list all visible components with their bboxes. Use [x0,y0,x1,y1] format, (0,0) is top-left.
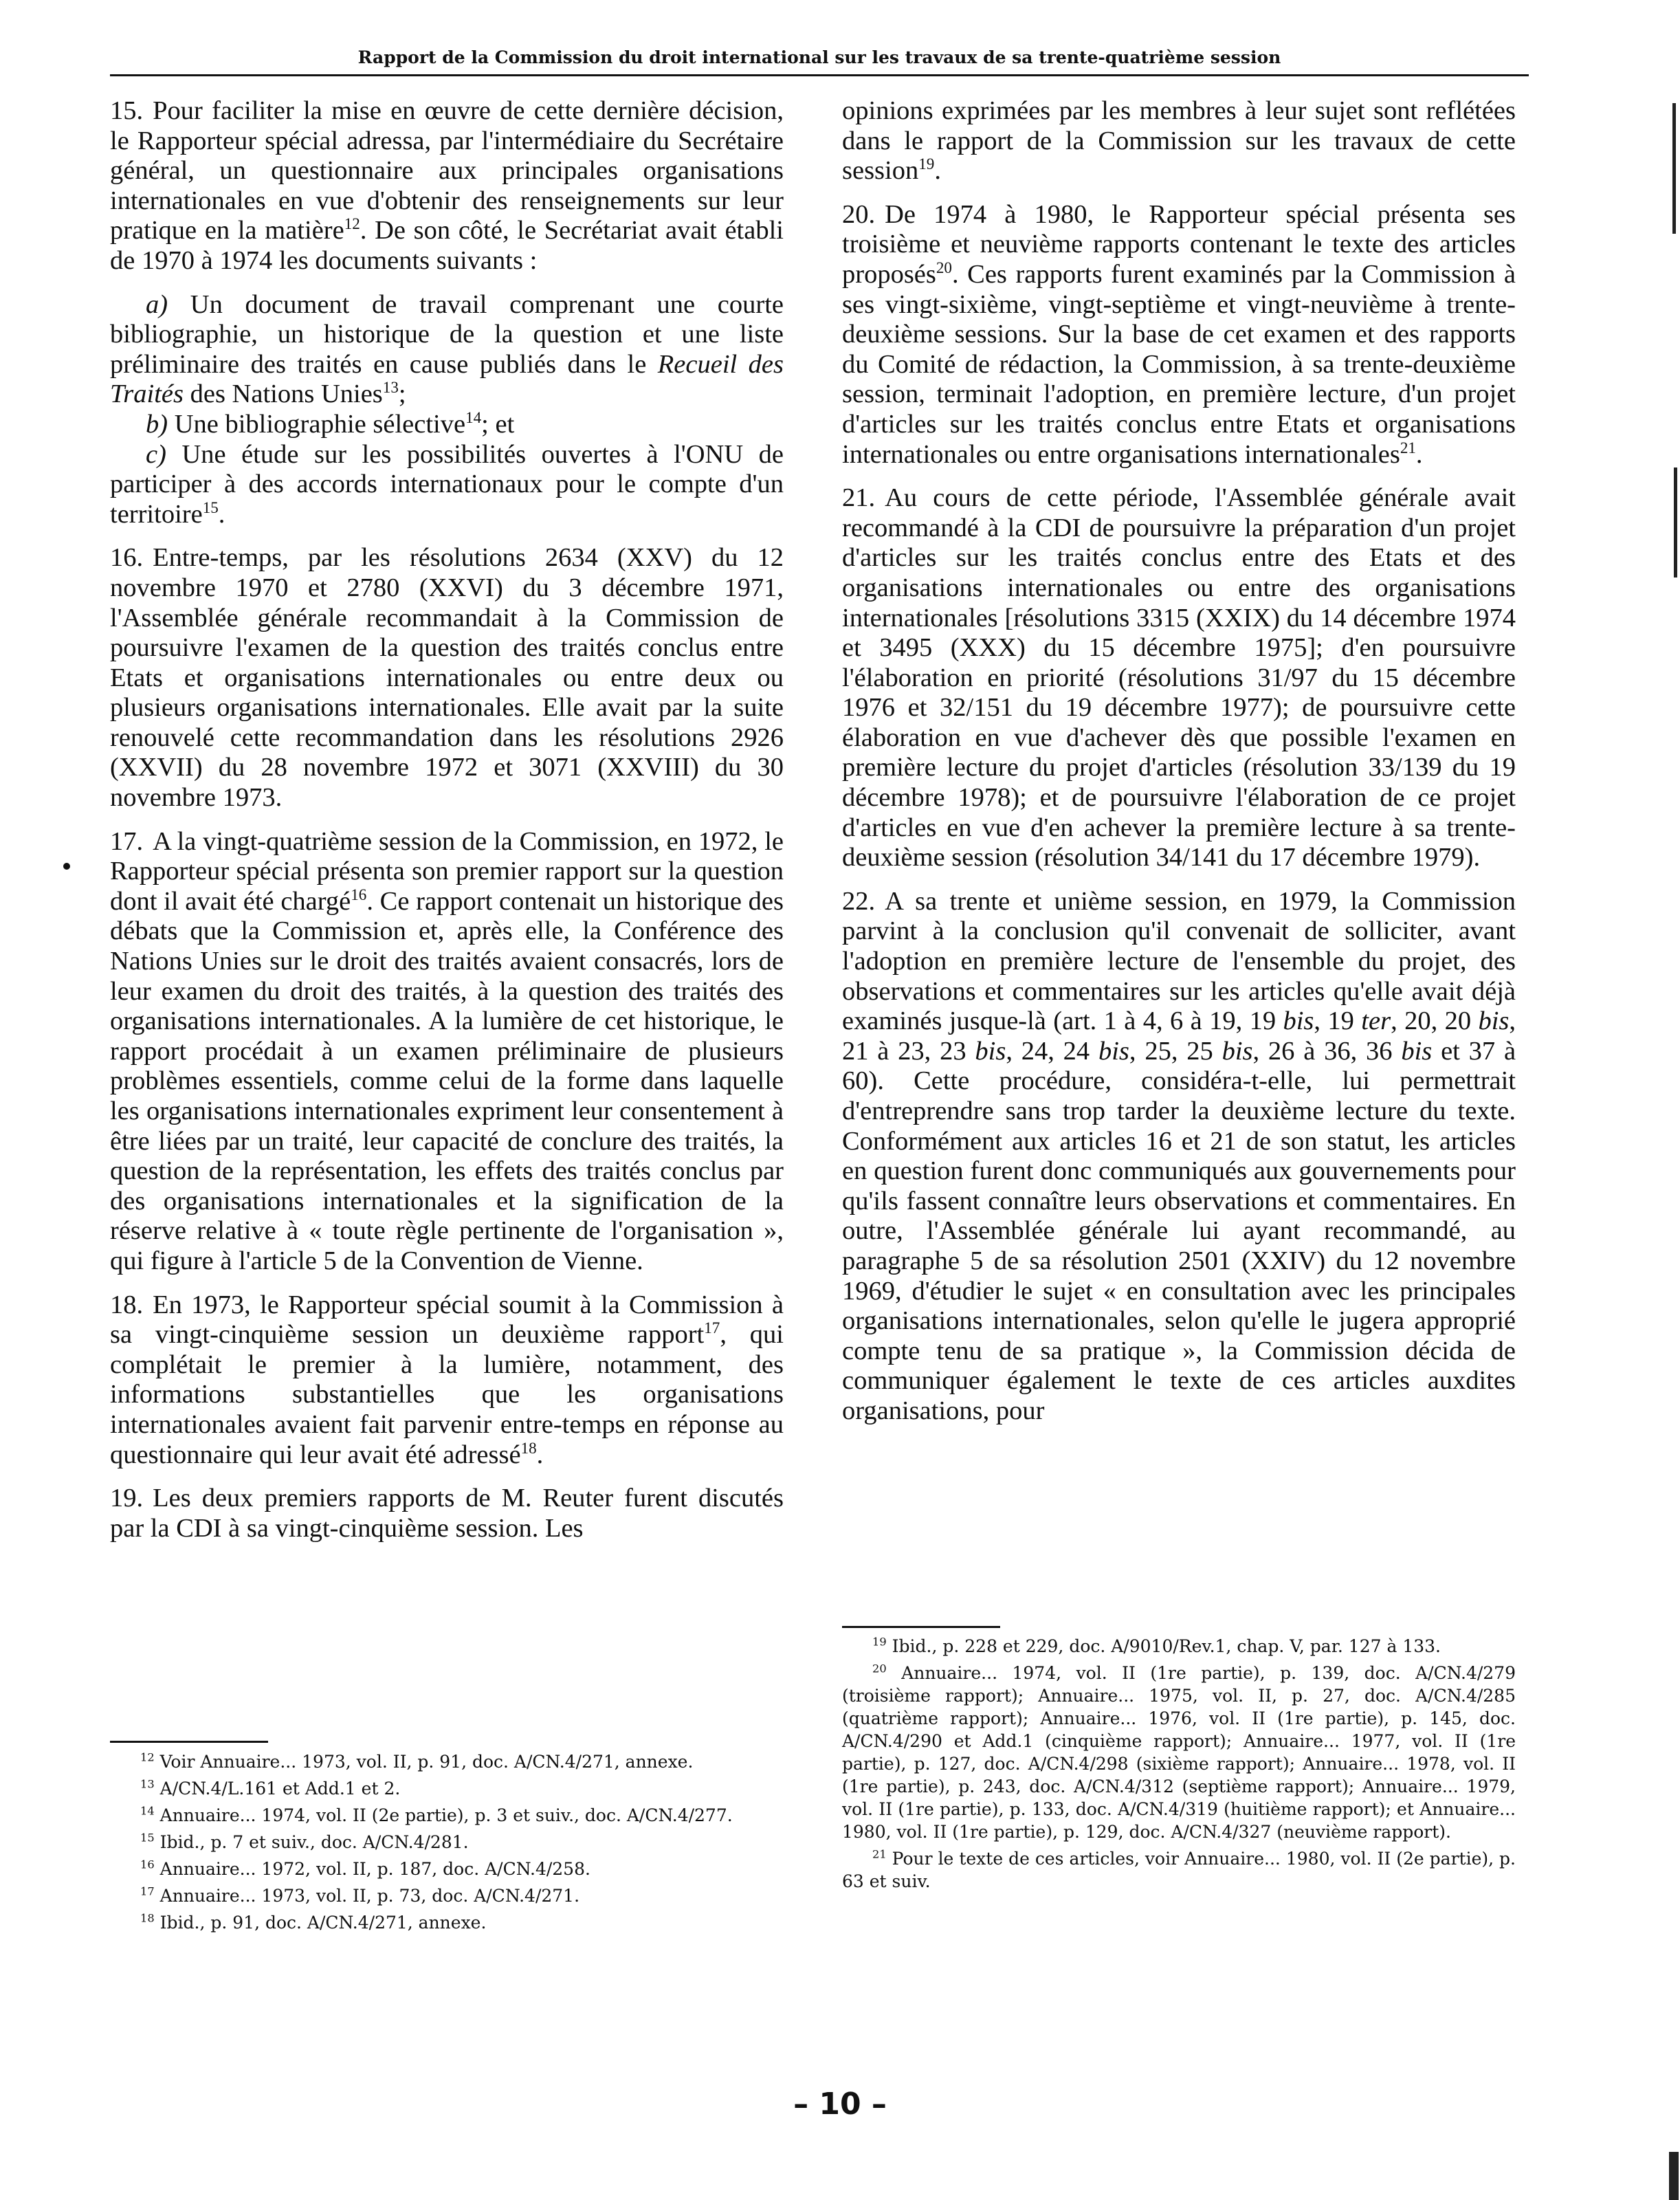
footnote-ref[interactable]: 17 [704,1319,720,1337]
footnote-rule-left [110,1741,268,1743]
paragraph-number: 16. [110,543,144,573]
footnote-text: Annuaire... 1974, vol. II (2e partie), p. 3 et suiv., doc. A/CN.4/277. [159,1805,733,1825]
scan-edge-mark [1674,468,1677,578]
italic-bis: bis [1098,1036,1129,1066]
footnote [110,1884,784,1907]
paragraph-number: 17. [110,826,144,856]
list-end: ; [398,380,406,409]
footnote-text: Pour le texte de ces articles, voir Annuaire... 1980, vol. II (2e partie), p. 63 et suiv. [842,1849,1516,1891]
paragraph-17 [110,827,784,1277]
scan-edge-mark [1672,103,1676,234]
footnote-ref[interactable]: 18 [520,1438,537,1457]
paragraph-text: A la vingt-quatrième session de la Commission, en 1972, le Rapporteur spécial présenta son premier rapport sur la question dont il avait été chargé [110,826,784,916]
footnote [110,1804,784,1827]
list-end: ; et [481,409,515,439]
scan-dot-mark [63,863,70,870]
page-number: – 10 – [793,2087,887,2122]
paragraph-text: , 26 à 36, 36 [1252,1036,1393,1066]
paragraph-number: 21. [842,483,876,513]
footnotes-left [110,1750,784,1938]
footnote-text: Ibid., p. 228 et 229, doc. A/9010/Rev.1, chap. V, par. 127 à 133. [892,1636,1441,1656]
italic-ter: ter [1361,1006,1391,1036]
left-column [110,96,784,1609]
paragraph-text: Les deux premiers rapports de M. Reuter furent discutés par la CDI à sa vingt-cinquième session. Les [110,1484,784,1543]
footnote-rule-right [842,1626,1000,1628]
paragraph-text: A sa trente et unième session, en 1979, la Commission parvint à la conclusion qu'il convenait de solliciter, avant l'adoption en première lecture de l'ensemble du projet, des observations et commentaires sur les articles qu'elle avait déjà examinés jusque-là (art. 1 à 4, 6 à 19, 19 [842,886,1516,1036]
footnote-ref[interactable]: 13 [382,378,399,397]
italic-bis: bis [1401,1036,1433,1066]
paragraph-text: . [536,1440,544,1469]
scan-edge-mark [1669,2152,1679,2200]
header-rule [110,74,1529,76]
footnote-number: 14 [140,1804,155,1818]
footnote-text: Ibid., p. 7 et suiv., doc. A/CN.4/281. [159,1832,469,1852]
list-text: des Nations Unies [190,380,383,409]
footnote-ref[interactable]: 20 [936,258,952,277]
footnote-number: 20 [872,1662,887,1675]
footnote [842,1635,1516,1658]
paragraph-text: , 19 [1314,1006,1354,1036]
paragraph-text: . [934,156,941,186]
italic-bis: bis [975,1036,1006,1066]
footnote-text: Annuaire... 1972, vol. II, p. 187, doc. A/CN.4/258. [159,1859,590,1879]
paragraph-text: Pour faciliter la mise en œuvre de cette dernière décision, le Rapporteur spécial adressa, par l'intermédiaire du Secrétaire général, un questionnaire aux principales organisations internationales en vue d'obtenir des renseignements sur leur pratique en la matière [110,96,784,245]
footnote-text: Ibid., p. 91, doc. A/CN.4/271, annexe. [159,1913,487,1933]
footnote [110,1858,784,1880]
footnote-number: 17 [140,1884,155,1898]
footnote-ref[interactable]: 12 [344,214,360,233]
footnote [842,1847,1516,1893]
footnotes-right [842,1635,1516,1897]
paragraph-text: opinions exprimées par les membres à leur sujet sont reflétées dans le rapport de la Commission sur les travaux de cette session [842,96,1516,186]
list-item-b [110,410,784,440]
paragraph-text: . Ce rapport contenait un historique des débats que la Commission et, après elle, la Conférence des Nations Unies sur le droit des traités avaient consacrés, lors de leur examen du droit des traités, à la question des traités des organisations internationales. A la lumière de cet historique, le rapport procédait à un examen préliminaire de plusieurs problèmes essentiels, comme celui de la forme dans laquelle les organisations internationales expriment leur consentement à être liées par un traité, leur capacité de conclure des traités, la question de la représentation, les effets des traités conclus par des organisations internationales et la signification de la réserve relative à « toute règle pertinente de l'organisation », qui figure à l'article 5 de la Convention de Vienne. [110,886,784,1275]
paragraph-18 [110,1290,784,1471]
paragraph-text: Entre-temps, par les résolutions 2634 (XXV) du 12 novembre 1970 et 2780 (XXVI) du 3 décembre 1971, l'Assemblée générale recommandait à la Commission de poursuivre l'examen de la question des traités conclus entre Etats et organisations internationales ou entre deux ou plusieurs organisations internationales. Elle avait par la suite renouvelé cette recommandation dans les résolutions 2926 (XXVII) du 28 novembre 1972 et 3071 (XXVIII) du 30 novembre 1973. [110,543,784,813]
footnote [110,1750,784,1773]
footnote [842,1662,1516,1843]
paragraph-text: , 25, 25 [1129,1036,1213,1066]
list-item-a [110,290,784,410]
footnote-text: Voir Annuaire... 1973, vol. II, p. 91, doc. A/CN.4/271, annexe. [159,1752,694,1772]
paragraph-text: , qui complétait le premier à la lumière, notamment, des informations substantielles que les organisations internationales avaient fait parvenir entre-temps en réponse au questionnaire qui leur avait été adressé [110,1320,784,1469]
footnote-text: A/CN.4/L.161 et Add.1 et 2. [159,1779,401,1798]
footnote [110,1831,784,1854]
footnote-number: 12 [140,1750,155,1764]
footnote-number: 16 [140,1858,155,1871]
italic-bis: bis [1478,1006,1510,1036]
list-text: Une étude sur les possibilités ouvertes à l'ONU de participer à des accords internationaux pour le compte d'un territoire [110,439,784,529]
paragraph-text: Au cours de cette période, l'Assemblée générale avait recommandé à la CDI de poursuivre la préparation d'un projet d'articles sur les traités conclus entre des Etats et des organisations internationales ou entre des organisations internationales [résolutions 3315 (XXIX) du 14 décembre 1974 et 3495 (XXX) du 15 décembre 1975]; d'en poursuivre l'élaboration en priorité (résolutions 31/97 du 15 décembre 1976 et 32/151 du 19 décembre 1977); de poursuivre cette élaboration en vue d'achever dès que possible l'examen en première lecture du projet d'articles (résolution 33/139 du 19 décembre 1978); et de poursuivre l'élaboration de ce projet d'articles en vue d'en achever la première lecture à sa trente-deuxième session (résolution 34/141 du 17 décembre 1979). [842,483,1516,872]
list-item-c [110,440,784,530]
footnote-ref[interactable]: 21 [1400,438,1416,456]
paragraph-number: 20. [842,199,876,229]
paragraph-text: De 1974 à 1980, le Rapporteur spécial présenta ses troisième et neuvième rapports contenant le texte des articles proposés [842,199,1516,289]
italic-bis: bis [1222,1036,1253,1066]
list-label: c) [146,439,166,469]
list-text: Un document de travail comprenant une courte bibliographie, un historique de la question et une liste préliminaire des traités en cause publiés dans le [110,289,784,379]
italic-bis: bis [1283,1006,1314,1036]
paragraph-text: , 24, 24 [1006,1036,1090,1066]
list-label: a) [146,289,168,319]
footnote-text: Annuaire... 1973, vol. II, p. 73, doc. A/CN.4/271. [159,1886,580,1906]
footnote-number: 21 [872,1847,887,1861]
footnote [110,1777,784,1800]
footnote-ref[interactable]: 15 [202,498,219,516]
paragraph-text: . Ces rapports furent examinés par la Commission à ses vingt-sixième, vingt-septième et vingt-neuvième à trente-deuxième sessions. Sur la base de cet examen et des rapports du Comité de rédaction, la Commission, à sa trente-deuxième session, terminait l'adoption, en première lecture, d'un projet d'articles sur les traités conclus entre Etats et organisations internationales ou entre organisations internationales [842,259,1516,469]
paragraph-text: et 37 à 60). Cette procédure, considéra-t-elle, lui permettrait d'entreprendre sans trop tarder la deuxième lecture du texte. Conformément aux articles 16 et 21 de son statut, les articles en question furent donc communiqués aux gouvernements pour qu'ils fassent connaître leurs observations et commentaires. En outre, l'Assemblée générale lui ayant recommandé, au paragraphe 5 de sa résolution 2501 (XXIV) du 12 novembre 1969, d'étudier le sujet « en consultation avec les principales organisations internationales, selon qu'elle le jugera approprié compte tenu de sa pratique », la Commission décida de communiquer également le texte de ces articles auxdites organisations, pour [842,1036,1516,1425]
paragraph-text: . [1415,439,1423,469]
paragraph-number: 19. [110,1484,144,1513]
paragraph-16 [110,543,784,813]
list-label: b) [146,409,168,439]
footnote-ref[interactable]: 14 [465,408,482,427]
paragraph-19 [110,1484,784,1543]
footnote [110,1911,784,1934]
footnote-number: 19 [872,1635,887,1649]
paragraph-21 [842,483,1516,873]
paragraph-number: 22. [842,886,876,916]
footnote-number: 15 [140,1831,155,1845]
paragraph-text: , 21 à 23, 23 [842,1006,1516,1066]
footnote-text: Annuaire... 1974, vol. II (1re partie), p. 139, doc. A/CN.4/279 (troisième rapport); Annuaire... 1975, vol. II, p. 27, doc. A/CN.4/285 (quatrième rapport); Annuaire... 1976, vol. II (1re partie), p. 145, doc. A/CN.4/290 et Add.1 (cinquième rapport); Annuaire... 1977, vol. II (1re partie), p. 127, doc. A/CN.4/298 (sixième rapport); Annuaire... 1978, vol. II (1re partie), p. 243, doc. A/CN.4/312 (septième rapport); Annuaire... 1979, vol. II (1re partie), p. 133, doc. A/CN.4/319 (huitième rapport); et Annuaire... 1980, vol. II (1re partie), p. 129, doc. A/CN.4/327 (neuvième rapport). [842,1663,1516,1842]
italic-title: Recueil des Traités [110,349,784,409]
footnote-ref[interactable]: 16 [351,886,367,904]
list-end: . [218,499,225,529]
footnote-number: 13 [140,1777,155,1791]
paragraph-text: En 1973, le Rapporteur spécial soumit à la Commission à sa vingt-cinquième session un deuxième rapport [110,1290,784,1350]
paragraph-19-continued [842,96,1516,186]
running-header: Rapport de la Commission du droit international sur les travaux de sa trente-quatrième session [357,47,1281,67]
paragraph-22 [842,887,1516,1427]
paragraph-number: 18. [110,1290,144,1319]
paragraph-text: , 20, 20 [1391,1006,1472,1036]
paragraph-text: . De son côté, le Secrétariat avait établi de 1970 à 1974 les documents suivants : [110,216,784,275]
paragraph-number: 15. [110,96,144,125]
paragraph-20 [842,200,1516,470]
footnote-number: 18 [140,1911,155,1925]
list-text: Une bibliographie sélective [174,409,466,439]
paragraph-15 [110,96,784,276]
right-column [842,96,1516,1425]
footnote-ref[interactable]: 19 [918,155,935,173]
